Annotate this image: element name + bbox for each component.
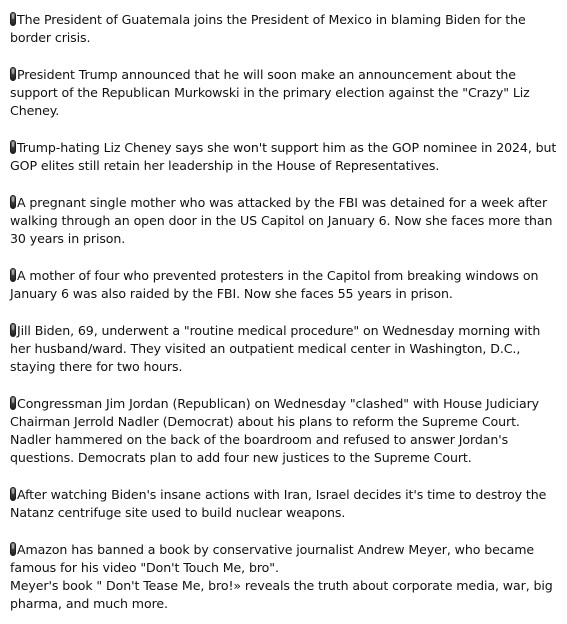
- news-paragraph: [10, 322, 557, 376]
- news-paragraph: [10, 11, 557, 47]
- news-item: [10, 194, 557, 248]
- bullet-marker-icon: [10, 542, 16, 556]
- news-text: A mother of four who prevented protesters in the Capitol from breaking windows on January 6 was also raided by the FBI. Now she faces 55 years in prison.: [10, 268, 539, 301]
- bullet-marker-icon: [10, 323, 16, 337]
- news-paragraph: [10, 267, 557, 303]
- news-paragraph: [10, 139, 557, 175]
- news-item: [10, 486, 557, 522]
- news-item: [10, 322, 557, 376]
- news-text: Jill Biden, 69, underwent a "routine medical procedure" on Wednesday morning with her husband/ward. They visited an outpatient medical center in Washington, D.C., staying there for two hours.: [10, 323, 541, 374]
- bullet-marker-icon: [10, 195, 16, 209]
- news-text: Meyer's book " Don't Tease Me, bro!» reveals the truth about corporate media, war, big pharma, and much more.: [10, 578, 553, 611]
- news-item: [10, 267, 557, 303]
- news-paragraph: [10, 541, 557, 577]
- news-text: Trump-hating Liz Cheney says she won't support him as the GOP nominee in 2024, but GOP elites still retain her leadership in the House of Representatives.: [10, 140, 557, 173]
- news-text: Congressman Jim Jordan (Republican) on Wednesday "clashed" with House Judiciary Chairman Jerrold Nadler (Democrat) about his plans to reform the Supreme Court. Nadler hammered on the back of the boardroom and refused to answer Jordan's questions. Democrats plan to add four new justices to the Supreme Court.: [10, 396, 539, 465]
- news-text: The President of Guatemala joins the President of Mexico in blaming Biden for the border crisis.: [10, 12, 526, 45]
- bullet-marker-icon: [10, 67, 16, 81]
- news-item: [10, 139, 557, 175]
- news-text: A pregnant single mother who was attacked by the FBI was detained for a week after walking through an open door in the US Capitol on January 6. Now she faces more than 30 years in prison.: [10, 195, 553, 246]
- bullet-marker-icon: [10, 140, 16, 154]
- bullet-marker-icon: [10, 396, 16, 410]
- bullet-marker-icon: [10, 268, 16, 282]
- news-text: President Trump announced that he will soon make an announcement about the support of the Republican Murkowski in the primary election against the "Crazy" Liz Cheney.: [10, 67, 530, 118]
- news-paragraph: [10, 66, 557, 120]
- news-paragraph: [10, 194, 557, 248]
- bullet-marker-icon: [10, 12, 16, 26]
- news-paragraph: [10, 395, 557, 467]
- news-text: Amazon has banned a book by conservative journalist Andrew Meyer, who became famous for his video "Don't Touch Me, bro".: [10, 542, 535, 575]
- news-item: [10, 66, 557, 120]
- news-paragraph: [10, 486, 557, 522]
- bullet-marker-icon: [10, 487, 16, 501]
- news-paragraph: [10, 577, 557, 613]
- news-item: [10, 11, 557, 47]
- news-item: [10, 541, 557, 613]
- news-text: After watching Biden's insane actions with Iran, Israel decides it's time to destroy the Natanz centrifuge site used to build nuclear weapons.: [10, 487, 547, 520]
- news-item: [10, 395, 557, 467]
